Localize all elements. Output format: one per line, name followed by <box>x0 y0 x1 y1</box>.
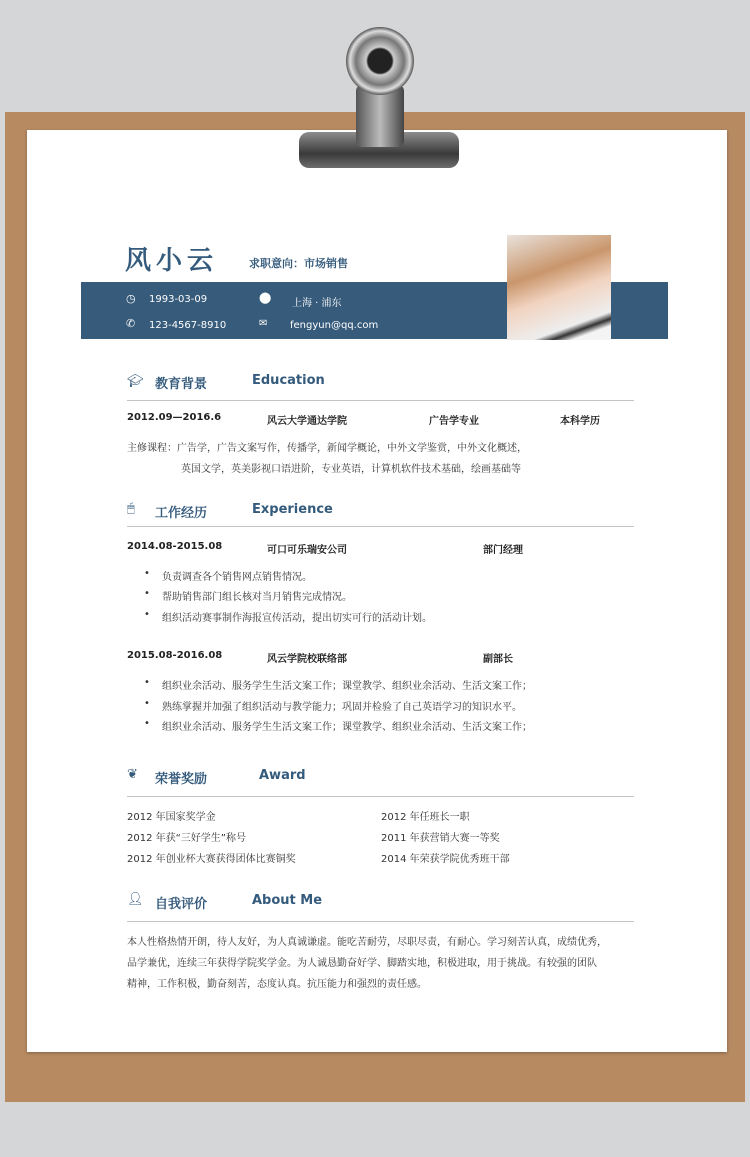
location: 上海 · 浦东 <box>292 298 342 309</box>
job-period: 2014.08-2015.08 <box>127 541 223 552</box>
clock-icon: ◷ <box>126 292 136 305</box>
about-text: 精神，工作积极，勤奋刻苦，态度认真。抗压能力和强烈的责任感。 <box>127 979 427 990</box>
edu-period: 2012.09—2016.6 <box>127 412 222 423</box>
award-item: 2011 年获营销大赛一等奖 <box>381 833 500 844</box>
job-bullet: • 熟练掌握并加强了组织活动与教学能力；巩固并检验了自己英语学习的知识水平。 <box>162 698 522 713</box>
about-text: 本人性格热情开朗，待人友好，为人真诚谦虚。能吃苦耐劳，尽职尽责，有耐心。学习刻苦认真，成绩优秀， <box>127 937 607 948</box>
person-icon: 👤︎ <box>127 892 144 907</box>
courses: 主修课程：广告学，广告文案写作，传播学，新闻学概论，中外文学鉴赏，中外文化概述， <box>127 443 527 454</box>
job-period: 2015.08-2016.08 <box>127 650 223 661</box>
section-title-en: Experience <box>252 502 333 517</box>
job-company: 风云学院校联络部 <box>267 654 347 665</box>
award-item: 2012 年任班长一职 <box>381 812 470 823</box>
award-item: 2012 年创业杯大赛获得团体比赛铜奖 <box>127 854 296 865</box>
divider <box>127 400 634 401</box>
section-title-en: Education <box>252 373 325 388</box>
job-company: 可口可乐瑞安公司 <box>267 545 347 556</box>
job-intent: 求职意向：市场销售 <box>249 257 348 270</box>
graduation-cap-icon: 🎓︎ <box>127 374 144 389</box>
location-pin-icon: ⬤ <box>259 291 272 304</box>
section-title: 自我评价 <box>155 897 208 912</box>
edu-major: 广告学专业 <box>429 416 479 427</box>
divider <box>127 921 634 922</box>
section-title: 工作经历 <box>155 506 208 521</box>
edu-degree: 本科学历 <box>560 416 600 427</box>
birth-date: 1993-03-09 <box>149 294 208 305</box>
divider <box>127 796 634 797</box>
section-title: 荣誉奖励 <box>155 772 208 787</box>
job-bullet: • 帮助销售部门组长核对当月销售完成情况。 <box>162 588 352 603</box>
job-role: 副部长 <box>483 654 513 665</box>
section-title-en: About Me <box>252 893 323 908</box>
mouse-icon: 🖱︎ <box>127 501 135 516</box>
mail-icon: ✉ <box>259 318 268 329</box>
about-text: 品学兼优，连续三年获得学院奖学金。为人诚恳勤奋好学、脚踏实地，积极进取，用于挑战。有较强的团队 <box>127 958 597 969</box>
award-item: 2012 年获“三好学生”称号 <box>127 833 246 844</box>
job-bullet: • 组织活动赛事制作海报宣传活动，提出切实可行的活动计划。 <box>162 609 432 624</box>
award-item: 2012 年国家奖学金 <box>127 812 216 823</box>
leaf-icon: ❦ <box>127 767 138 782</box>
phone: 123-4567-8910 <box>149 320 227 331</box>
job-bullet: • 组织业余活动、服务学生生活文案工作；课堂教学、组织业余活动、生活文案工作； <box>162 677 532 692</box>
divider <box>127 526 634 527</box>
section-title: 教育背景 <box>155 377 208 392</box>
edu-school: 风云大学通达学院 <box>267 416 347 427</box>
binder-clip-ring <box>346 27 414 95</box>
profile-photo <box>507 235 611 340</box>
job-bullet: • 负责调查各个销售网点销售情况。 <box>162 568 312 583</box>
job-role: 部门经理 <box>483 545 523 556</box>
courses-cont: 英国文学，英美影视口语进阶，专业英语，计算机软件技术基础，绘画基础等 <box>181 464 521 475</box>
phone-icon: ✆ <box>126 317 136 330</box>
job-bullet: • 组织业余活动、服务学生生活文案工作；课堂教学、组织业余活动、生活文案工作； <box>162 718 532 733</box>
section-title-en: Award <box>259 768 306 783</box>
email: fengyun@qq.com <box>290 320 379 331</box>
award-item: 2014 年荣获学院优秀班干部 <box>381 854 510 865</box>
candidate-name: 风小云 <box>125 246 219 276</box>
